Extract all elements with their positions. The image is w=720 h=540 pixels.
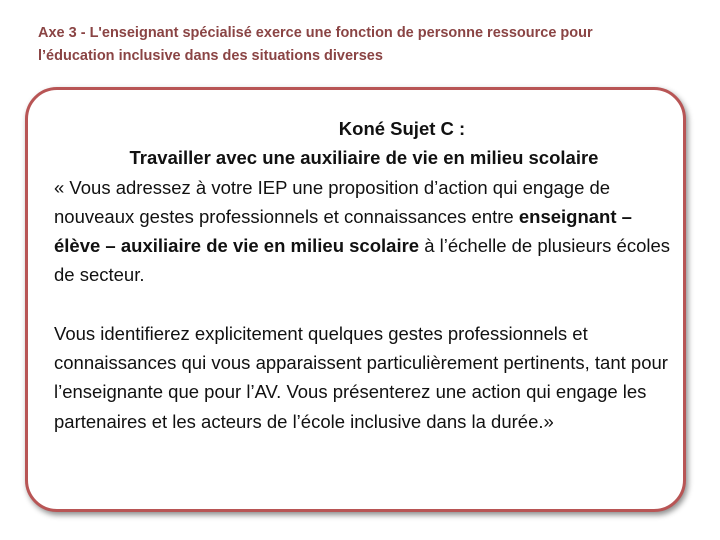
paragraph-spacer [54,290,674,319]
header-line-1: Axe 3 - L'enseignant spécialisé exerce une fonction de personne ressource pour [38,25,593,41]
assignment-paragraph [54,173,674,290]
assignment-text-before: « Vous adressez à votre IEP une proposition d’action qui engage de nouveaux gestes professionnels et connaissances entre [54,176,611,227]
card-content [54,114,674,436]
slide-header [38,22,688,68]
card-title: Koné Sujet C : [338,118,466,139]
card-subtitle: Travailler avec une auxiliaire de vie en milieu scolaire [129,147,599,169]
instructions-paragraph: Vous identifierez explicitement quelques gestes professionnels et connaissances qui vous apparaissent particulièrement pertinents, tant pour l’enseignante que pour l’AV. Vous présenterez une action qui engage les partenaires et les acteurs de l’école inclusive dans la durée.» [54,322,668,432]
header-line-2: l’éducation inclusive dans des situations diverses [38,48,383,64]
assignment-bold-text: enseignant – élève – auxiliaire de vie en milieu scolaire [54,205,632,257]
assignment-text-after: à l’échelle de plusieurs écoles de secteur. [54,235,671,286]
